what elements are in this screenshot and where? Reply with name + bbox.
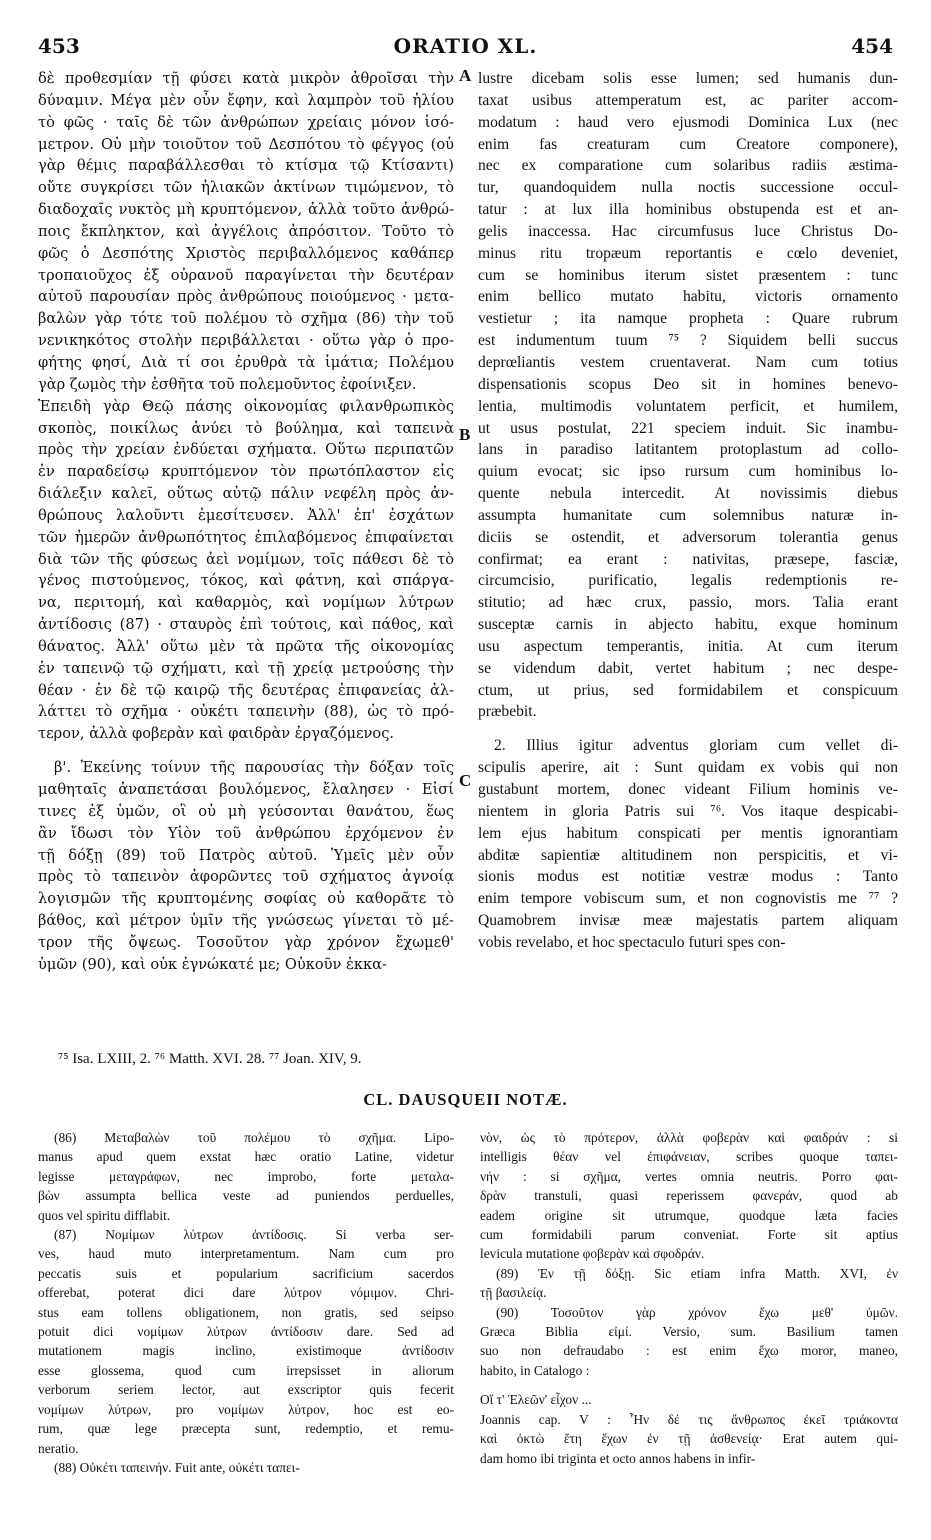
latin-text-line: confirmat; ea erant : nativitas, præsepe, fasciæ, [478, 550, 898, 568]
latin-text-line: quente nebula intercedit. At novissimis diebus [478, 485, 898, 503]
note-line: dam homo ibi triginta et octo annos habens in infir- [480, 1450, 756, 1466]
greek-text-line: αὐτοῦ παρουσίαν πρὸς ἀνθρώπους ποιούμενος · μετα- [38, 288, 454, 306]
greek-text-line: σκοπὸς, ποικίλως ἀνύει τὸ βούλημα, καὶ ταπεινὰ [38, 419, 454, 437]
latin-text-line: stitutio; ad hæc crux, passio, mors. Talia erant [478, 594, 898, 612]
latin-text-line: lustre dicebam solis esse lumen; sed humanis dun- [478, 70, 898, 87]
note-line: eadem origine sit utrumque, quodque læta facies [480, 1207, 898, 1223]
note-line: (88) Οὐκέτι ταπεινήν. Fuit ante, οὐκέτι ταπει- [54, 1459, 300, 1475]
note-line: habito, in Catalogo : [480, 1362, 590, 1378]
latin-text-line: enim tempore vobiscum sum, et non cognovistis me ⁷⁷ ? [478, 890, 898, 908]
note-line: τῇ βασιλείᾳ. [480, 1285, 547, 1301]
greek-text-line: φήτης φησί, Διὰ τί σοι ἐρυθρὰ τὰ ἱμάτια; Πολέμου [38, 353, 454, 371]
greek-text-line: τινες ἐξ ὑμῶν, οἳ οὐ μὴ γεύσονται θανάτου, ἕως [38, 802, 454, 820]
latin-text-line: deprœliantis vestem cruentaverat. Nam cum totius [478, 353, 898, 371]
note-line: βὼν assumpta bellica veste ad puniendos perduelles, [38, 1188, 454, 1204]
page-number-left: 453 [38, 34, 80, 58]
greek-text-line: τῶν ἡμερῶν ἀνθρωπότητος ἐπιλαβόμενος ἐπιφαίνεται [38, 528, 454, 546]
latin-text-line: nientem in gloria Patris sui ⁷⁶. Vos itaque despicabi- [478, 802, 898, 820]
greek-text-line: οὔτε συγκρίσει τῶν ἡλιακῶν ἀκτίνων τιμώμενον, τὸ [38, 179, 454, 197]
note-line: quos vel spiritu difflabit. [38, 1207, 171, 1223]
latin-text-line: vobis revelabo, et hoc spectaculo futuri spes con- [478, 933, 786, 951]
latin-text-line: tur, quandoquidem nulla noctis successione occul- [478, 179, 898, 197]
greek-text-line: ἐν ταπεινῷ τῷ σχήματι, καὶ τῇ χρείᾳ μετρούσης τὴν [38, 659, 454, 677]
greek-text-line: διαδοχαῖς νυκτὸς μὴ κρυπτόμενον, ἀλλὰ τοῦτο ἀνθρώ- [38, 201, 454, 219]
note-line: Græca Biblia εἰμί. Versio, sum. Basilium tamen [480, 1324, 898, 1340]
note-line: neratio. [38, 1440, 79, 1456]
latin-text-line: Quamobrem invisæ meæ majestatis partem aliquam [478, 912, 898, 930]
latin-text-line: gustabunt mortem, donec videant Filium hominis ve- [478, 781, 898, 798]
latin-text-line: susceptæ carnis in abjecto habitu, exque hominum [478, 616, 898, 634]
greek-text-line: φῶς ὁ Δεσπότης Χριστὸς περιβαλλόμενος καθάπερ [38, 244, 454, 262]
note-line: Οἵ τ' Ἐλεῶν' εἶχον ... [480, 1392, 592, 1408]
latin-text-line: lem ejus habitum conspicati per mentis ignorantiam [478, 824, 898, 842]
latin-text-line: cum se hominibus iterum sistet præsentem : tunc [478, 266, 898, 284]
greek-text-column [38, 68, 454, 976]
note-line: δρὰν transtuli, quasi reperissem φανεράν, quod ab [480, 1188, 898, 1204]
note-line: esse glossema, quod cum irrepsisset in aliorum [38, 1362, 454, 1378]
note-line: peccatis suis et popularium sacrificium sacerdos [38, 1265, 454, 1281]
latin-text-line: præbebit. [478, 703, 537, 721]
latin-text-line: vestietur ; ita namque propheta : Quare rubrum [478, 310, 898, 328]
greek-text-line: μετρον. Οὐ μὴν τοιοῦτον τοῦ Δεσπότου τὸ φέγγος (οὐ [38, 135, 454, 153]
latin-text-line: lentia, multimodis voluntatem perficit, et humilem, [478, 397, 898, 415]
note-line: Joannis cap. V : Ἦν δέ τις ἄνθρωπος ἐκεῖ τριάκοντα [480, 1411, 898, 1427]
latin-text-line: quium evocat; sic ipso rursum cum hominibus lo- [478, 463, 898, 481]
greek-text-line: μαθηταῖς ἀναπετάσαι βουλόμενος, ἔλαλησεν · Εἰσί [38, 781, 454, 798]
notes-left-column [38, 1128, 454, 1477]
greek-text-line: λάττει τὸ σχῆμα · οὐκέτι ταπεινὴν (88), ὡς τὸ πρό- [38, 703, 454, 721]
notes-right-column [480, 1128, 898, 1468]
section-marker-b: B [459, 425, 471, 444]
latin-text-line: modatum : haud vero ejusmodi Dominica Lux (nec [478, 113, 898, 131]
latin-text-column [478, 68, 898, 954]
latin-text-line: lans in paradiso latitantem protoplastum ad collo- [478, 441, 898, 459]
greek-text-line: διὰ τῶν τῆς φύσεως ἀεὶ νομίμων, τοῖς πάθεσι δὲ τὸ [38, 550, 454, 568]
greek-text-line: ὑμῶν (90), καὶ οὐκ ἐγνώκατέ με; Οὐκοῦν ἐκκα- [38, 955, 387, 973]
latin-text-line: nec ex comparatione cum solaribus radiis æstima- [478, 157, 898, 175]
note-line: levicula mutatione φοβερὰν καὶ σφοδράν. [480, 1246, 705, 1262]
greek-text-line: θρώπους λαλοῦντι ἐμεσίτευσεν. Ἀλλ' ἐπ' ἐσχάτων [38, 506, 454, 524]
note-line: νὸν, ὡς τὸ πρότερον, ἀλλὰ φοβερὰν καὶ φαιδράν : si [480, 1130, 898, 1145]
latin-text-line: sionis modus est notitiæ vestræ modus : Tanto [478, 868, 898, 886]
greek-text-line: διάλεξιν καλεῖ, οὕτως αὐτῷ πάλιν νεφέλη πρὸς ἀν- [38, 485, 454, 503]
latin-text-line: usu aspectum temperantis, initia. At cum iterum [478, 637, 898, 655]
greek-text-line: τὸ φῶς · ταῖς δὲ τῶν ἀνθρώπων χρείαις μόνον ἰσό- [38, 113, 454, 131]
latin-text-line: scipulis aperire, ait : Sunt quidam ex vobis qui non [478, 759, 898, 777]
note-line: ves, haud muto interpretamentum. Nam cum pro [38, 1246, 454, 1262]
latin-text-line: se videndum dabit, vertet habitum ; nec despe- [478, 659, 898, 677]
note-line: suo non defraudabo : est enim ἔχω moror, maneo, [480, 1343, 898, 1359]
greek-text-line: πρὸς τὴν χρείαν ἐνδύεται σχήματα. Οὕτω περιπατῶν [38, 441, 454, 459]
latin-text-line: gelis inaccessa. Hac circumfusus luce Christus Do- [478, 222, 898, 240]
note-line: (90) Τοσοῦτον γὰρ χρόνον ἔχω μεθ' ὑμῶν. [496, 1304, 898, 1320]
note-line: rum, quæ lege præcepta sunt, redemptio, et remu- [38, 1421, 454, 1437]
greek-text-line: βάθος, καὶ μέτρον ὑμῖν τῆς γνώσεως γίνεται τὸ μέ- [38, 912, 454, 930]
greek-text-line: ποις ἔκπληκτον, καὶ ἀγγέλοις ἀπρόσιτον. Τοῦτο τὸ [38, 222, 454, 240]
note-line: (87) Νομίμων λύτρων ἀντίδοσις. Si verba ser- [54, 1227, 454, 1243]
scripture-footnotes: ⁷⁵ Isa. LXIII, 2. ⁷⁶ Matth. XVI. 28. ⁷⁷ Joan. XIV, 9. [58, 1051, 362, 1067]
latin-text-line: est indumentum tuum ⁷⁵ ? Siquidem belli succus [478, 332, 898, 350]
latin-text-line: abditæ sapientiæ altitudinem non perspicitis, et vi- [478, 846, 898, 864]
greek-text-line: νενικηκότος στολὴν περιβάλλεται · οὕτω γὰρ ὁ προ- [38, 332, 454, 350]
greek-text-line: βαλὼν γὰρ τότε τοῦ πολέμου τὸ σχῆμα (86) τὴν τοῦ [38, 310, 454, 328]
note-line: cum formidabili parum conveniat. Forte sit aptius [480, 1227, 898, 1243]
latin-text-line: ut usus postulat, 221 speciem induit. Sic inambu- [478, 419, 898, 437]
greek-text-line: τρον τῆς ὄψεως. Τοσοῦτον γὰρ χρόνον ἔχωμεθ' [38, 933, 454, 951]
latin-text-line: tatur : at lux illa hominibus obstupenda est et an- [478, 201, 898, 219]
latin-text-line: minus ritu tropæum reportantis e cœlo deveniet, [478, 244, 898, 262]
note-line: νήν : si σχῆμα, vertes omnia neutris. Porro φαι- [480, 1168, 898, 1184]
greek-text-line: τροπαιοῦχος ἐξ οὐρανοῦ παραγίνεται τὴν δευτέραν [38, 266, 454, 284]
latin-text-line: dispensationis scopus Deo sit in homines benevo- [478, 375, 898, 393]
page-number-right: 454 [851, 34, 893, 58]
note-line: (86) Μεταβαλὼν τοῦ πολέμου τὸ σχῆμα. Lipo- [54, 1130, 454, 1145]
note-line: καὶ ὀκτὼ ἔτη ἔχων ἐν τῇ ἀσθενείᾳ· Erat autem qui- [480, 1431, 898, 1447]
latin-text-line: taxat usibus attemperatum est, ac pariter accom- [478, 91, 898, 109]
greek-text-line: ἂν ἴδωσι τὸν Υἱὸν τοῦ ἀνθρώπου ἐρχόμενον ἐν [38, 824, 454, 842]
note-line: legisse μεταγράφων, nec improbo, forte μεταλα- [38, 1168, 454, 1184]
greek-text-line: λογισμῶν τῆς κρυπτομένης σοφίας οὐ καθορᾶτε τὸ [38, 890, 454, 908]
greek-text-line: ἀντίδοσις (87) · σταυρὸς ἐπὶ τούτοις, καὶ πάθος, καὶ [38, 616, 454, 634]
greek-text-line: γένος πιστούμενος, τόκος, καὶ φάτνη, καὶ σπάργα- [38, 572, 454, 590]
greek-text-line: να, περιτομή, καὶ καθαρμὸς, καὶ νομίμων λύτρων [38, 594, 454, 612]
greek-text-line: τερον, ἀλλὰ φοβερὰν καὶ φαιδρὰν ἐργαζόμενος. [38, 725, 395, 743]
latin-text-line: ctum, ut prius, sed formidabilem et conspicuum [478, 681, 898, 699]
greek-text-line: γὰρ θέμις παραβάλλεσθαι τὸ κτίσμα τῷ Κτίσαντι) [38, 157, 454, 175]
latin-text-line: diciis se ostendit, et adversorum tolerantia genus [478, 528, 898, 546]
greek-text-line: γὰρ ζωμὸς τὴν ἐσθῆτα τοῦ πολεμοῦντος ἐφοίνιξεν. [38, 375, 417, 393]
note-line: potuit dici νομίμων λύτρων ἀντίδοσιν dare. Sed ad [38, 1324, 454, 1340]
running-header [38, 34, 893, 62]
greek-text-line: πρὸς τὸ ταπεινὸν ἀφορῶντες τοῦ σχήματος ἀγνοίᾳ [38, 868, 454, 886]
note-line: νομίμων λύτρων, pro νομίμων λύτρον, hoc est eo- [38, 1401, 454, 1417]
note-line: offerebat, poterat dici dare λύτρον νόμιμον. Chri- [38, 1285, 454, 1301]
note-line: intelligis θέαν vel ἐπιφάνειαν, scribes quoque ταπει- [480, 1149, 898, 1165]
greek-text-line: δύναμιν. Μέγα μὲν οὖν ἔφην, καὶ λαμπρὸν τοῦ ἡλίου [38, 91, 454, 109]
latin-text-line: enim fas creaturam cum Creatore componere), [478, 135, 898, 153]
greek-text-line: δὲ προθεσμίαν τῇ φύσει κατὰ μικρὸν ἀθροῖσαι τὴν [38, 70, 454, 87]
note-line: manus apud quem exstat hæc oratio Latine, videtur [38, 1149, 454, 1165]
latin-text-line: enim bellico mutato habitu, victoris ornamento [478, 288, 898, 306]
greek-text-line: θάνατος. Ἀλλ' οὕτω μὲν τὰ πρῶτα τῆς οἰκονομίας [38, 637, 454, 655]
greek-text-line: β'. Ἐκείνης τοίνυν τῆς παρουσίας τὴν δόξαν τοῖς [54, 759, 454, 777]
latin-text-line: 2. Illius igitur adventus gloriam cum vellet di- [494, 737, 898, 755]
latin-text-line: circumcisio, purificatio, legalis redemptionis re- [478, 572, 898, 590]
latin-text-line: assumpta humanitate cum solemnibus naturæ in- [478, 506, 898, 524]
section-marker-a: A [459, 66, 472, 85]
note-line: verborum seriem lector, aut exscriptor quis fecerit [38, 1382, 454, 1398]
greek-text-line: ἐν παραδείσῳ κρυπτόμενον τὸν πρωτόπλαστον εἰς [38, 463, 454, 481]
greek-text-line: θέαν · ἐν δὲ τῷ καιρῷ τῆς δευτέρας ἐπιφανείας ἀλ- [38, 681, 454, 699]
page-title: ORATIO XL. [393, 34, 538, 58]
greek-text-line: τῇ δόξῃ (89) τοῦ Πατρὸς αὐτοῦ. Ὑμεῖς μὲν οὖν [38, 846, 454, 864]
greek-text-line: Ἐπειδὴ γὰρ Θεῷ πάσης οἰκονομίας φιλανθρωπικὸς [38, 397, 454, 415]
section-marker-c: C [459, 771, 472, 790]
note-line: (89) Ἐν τῇ δόξῃ. Sic etiam infra Matth. XVI, ἐν [496, 1265, 898, 1281]
note-line: stus eam tollens obligationem, non gratis, sed seipso [38, 1304, 454, 1320]
note-line: mutationem magis inclino, existimoque ἀντίδοσιν [38, 1343, 454, 1359]
notes-heading: CL. DAUSQUEII NOTÆ. [363, 1090, 568, 1109]
